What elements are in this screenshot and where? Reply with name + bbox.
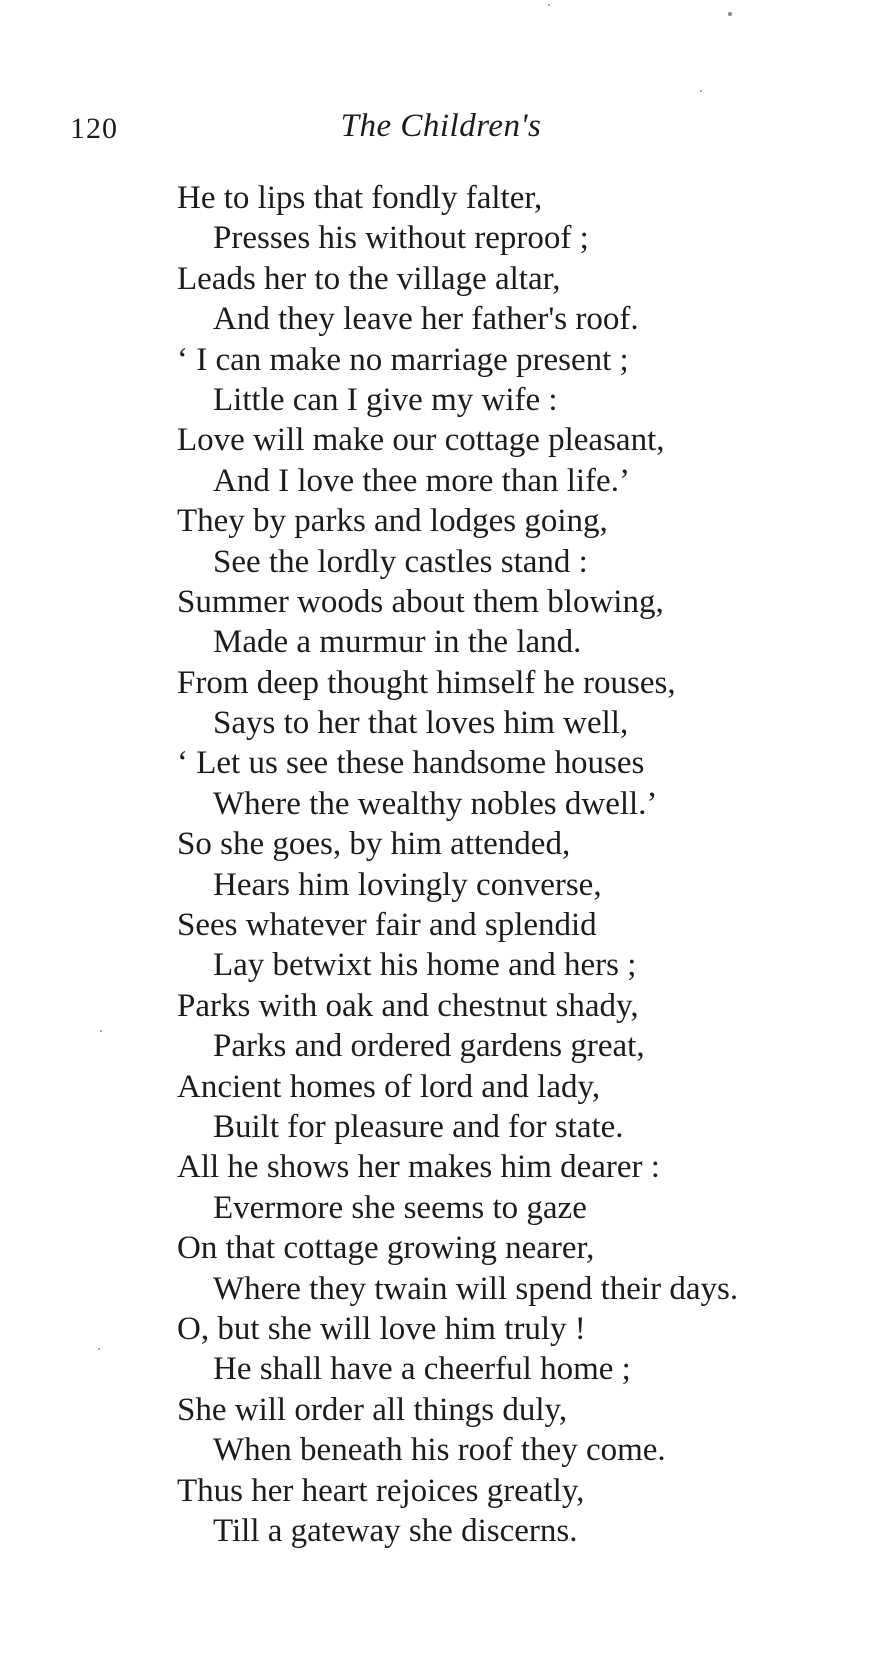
poem-line: He to lips that fondly falter, — [177, 180, 543, 216]
paper-speck — [700, 90, 702, 92]
poem-line: Till a gateway she discerns. — [213, 1512, 578, 1549]
poem-line: Summer woods about them blowing, — [177, 583, 664, 620]
poem-line: From deep thought himself he rouses, — [177, 664, 676, 701]
poem-line: Made a murmur in the land. — [213, 624, 582, 661]
poem-line: Where the wealthy nobles dwell.’ — [213, 785, 658, 822]
poem-line: Hears him lovingly converse, — [213, 866, 602, 903]
paper-speck — [98, 1348, 100, 1350]
poem-line: They by parks and lodges going, — [177, 503, 608, 540]
poem-line: All he shows her makes him dearer : — [177, 1149, 660, 1186]
poem-line: Ancient homes of lord and lady, — [177, 1068, 601, 1105]
poem-line: Presses his without reproof ; — [213, 220, 589, 257]
poem-line: Parks and ordered gardens great, — [213, 1028, 645, 1065]
paper-speck — [100, 1030, 102, 1032]
paper-speck — [728, 12, 732, 16]
poem-line: Love will make our cottage pleasant, — [177, 422, 665, 459]
poem-line: Lay betwixt his home and hers ; — [213, 947, 637, 984]
poem-line: So she goes, by him attended, — [177, 826, 571, 863]
poem-body — [177, 178, 877, 1551]
poem-line: Leads her to the village altar, — [177, 260, 561, 297]
poem-line: Little can I give my wife : — [213, 381, 558, 418]
poem-line: And I love thee more than life.’ — [213, 462, 630, 499]
poem-line: Thus her heart rejoices greatly, — [177, 1472, 585, 1509]
poem-line: Sees whatever fair and splendid — [177, 907, 597, 944]
poem-line: When beneath his roof they come. — [213, 1432, 666, 1469]
poem-line: She will order all things duly, — [177, 1391, 568, 1428]
running-title: The Children's — [340, 108, 542, 144]
poem-line: He shall have a cheerful home ; — [213, 1351, 631, 1388]
poem-line: See the lordly castles stand : — [213, 543, 588, 580]
poem-line: Where they twain will spend their days. — [213, 1270, 739, 1307]
poem-line: ‘ Let us see these handsome houses — [177, 745, 645, 782]
poem-line: On that cottage growing nearer, — [177, 1230, 595, 1267]
paper-speck — [548, 4, 550, 6]
poem-line: ‘ I can make no marriage present ; — [177, 341, 629, 378]
poem-line: And they leave her father's roof. — [213, 301, 639, 338]
poem-line: Evermore she seems to gaze — [213, 1189, 587, 1226]
poem-line: Says to her that loves him well, — [213, 705, 629, 742]
page-number: 120 — [70, 112, 118, 145]
poem-line: Built for pleasure and for state. — [213, 1108, 624, 1145]
poem-line: O, but she will love him truly ! — [177, 1310, 586, 1347]
poem-line: Parks with oak and chestnut shady, — [177, 987, 639, 1024]
